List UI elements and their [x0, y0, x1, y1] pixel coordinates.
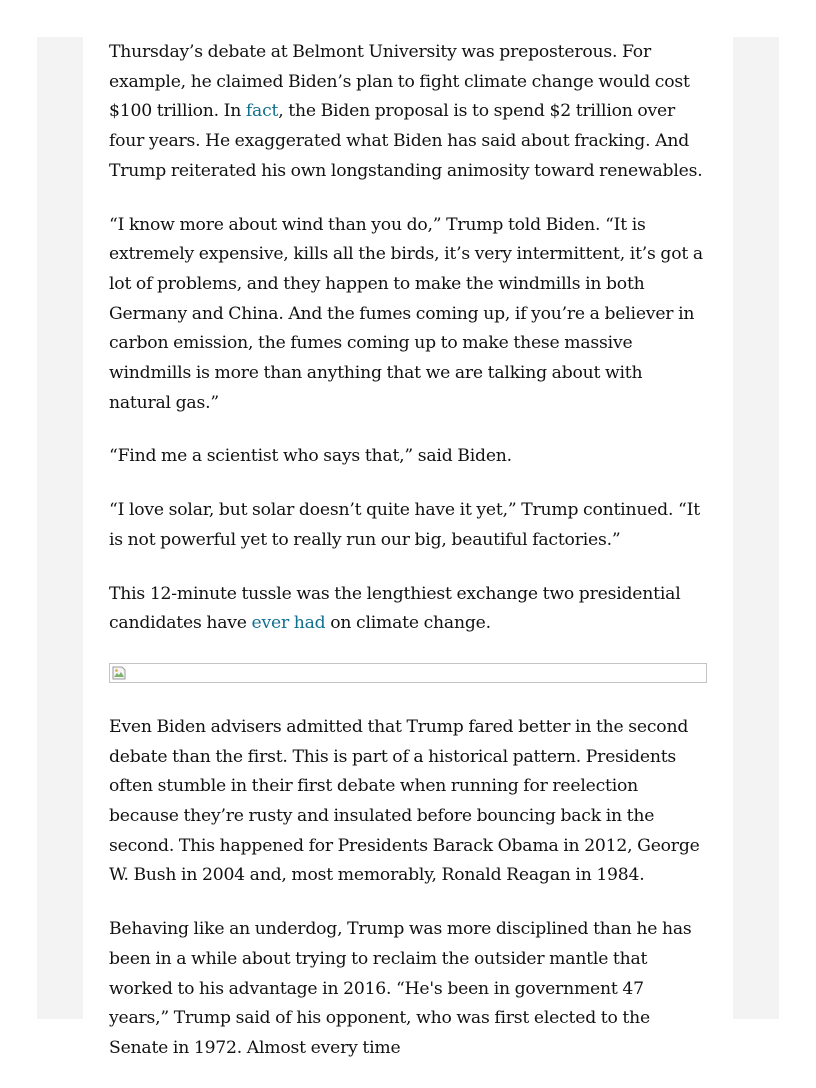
paragraph-text: This 12-minute tussle was the lengthiest exchange two presidential candidates have	[109, 583, 681, 634]
broken-image	[109, 663, 707, 683]
paragraph-solar-quote: “I love solar, but solar doesn’t quite have it yet,” Trump continued. “It is not powerful yet to really run our big, beautiful factories.”	[109, 500, 700, 550]
paragraph-debate-intro	[109, 38, 707, 187]
left-margin-panel	[37, 37, 83, 1019]
paragraph-underdog: Behaving like an underdog, Trump was more disciplined than he has been in a while about trying to reclaim the outsider mantle that worked to his advantage in 2016. “He's been in government 47 years,” Trump said of his opponent, who was first elected to the Senate in 1972. Almost every time	[109, 919, 692, 1058]
paragraph-text: on climate change.	[325, 613, 491, 634]
paragraph-text: , the Biden proposal is to spend $2 trillion over four years. He exaggerated what Biden has said about fracking. And Trump reiterated his own longstanding animosity toward renewables.	[109, 101, 703, 181]
paragraph-historical-pattern: Even Biden advisers admitted that Trump fared better in the second debate than the first. This is part of a historical pattern. Presidents often stumble in their first debate when running for reelection because they’re rusty and insulated before bouncing back in the second. This happened for Presidents Barack Obama in 2012, George W. Bush in 2004 and, most memorably, Ronald Reagan in 1984.	[109, 716, 700, 886]
paragraph-tussle	[109, 580, 707, 639]
article-body	[109, 38, 707, 1088]
paragraph-text: Thursday’s debate at Belmont University was preposterous. For example, he claimed Biden’s plan to fight climate change would cost $100 trillion. In	[109, 42, 690, 122]
right-margin-panel	[733, 37, 779, 1019]
link-ever-had[interactable]: ever had	[251, 613, 326, 634]
paragraph-wind-quote: “I know more about wind than you do,” Trump told Biden. “It is extremely expensive, kills all the birds, it’s very intermittent, it’s got a lot of problems, and they happen to make the windmills in both Germany and China. And the fumes coming up, if you’re a believer in carbon emission, the fumes coming up to make these massive windmills is more than anything that we are talking about with natural gas.”	[109, 214, 703, 413]
broken-image-icon	[111, 665, 127, 681]
link-fact[interactable]: fact	[245, 101, 279, 122]
paragraph-biden-reply: “Find me a scientist who says that,” said Biden.	[109, 446, 512, 467]
